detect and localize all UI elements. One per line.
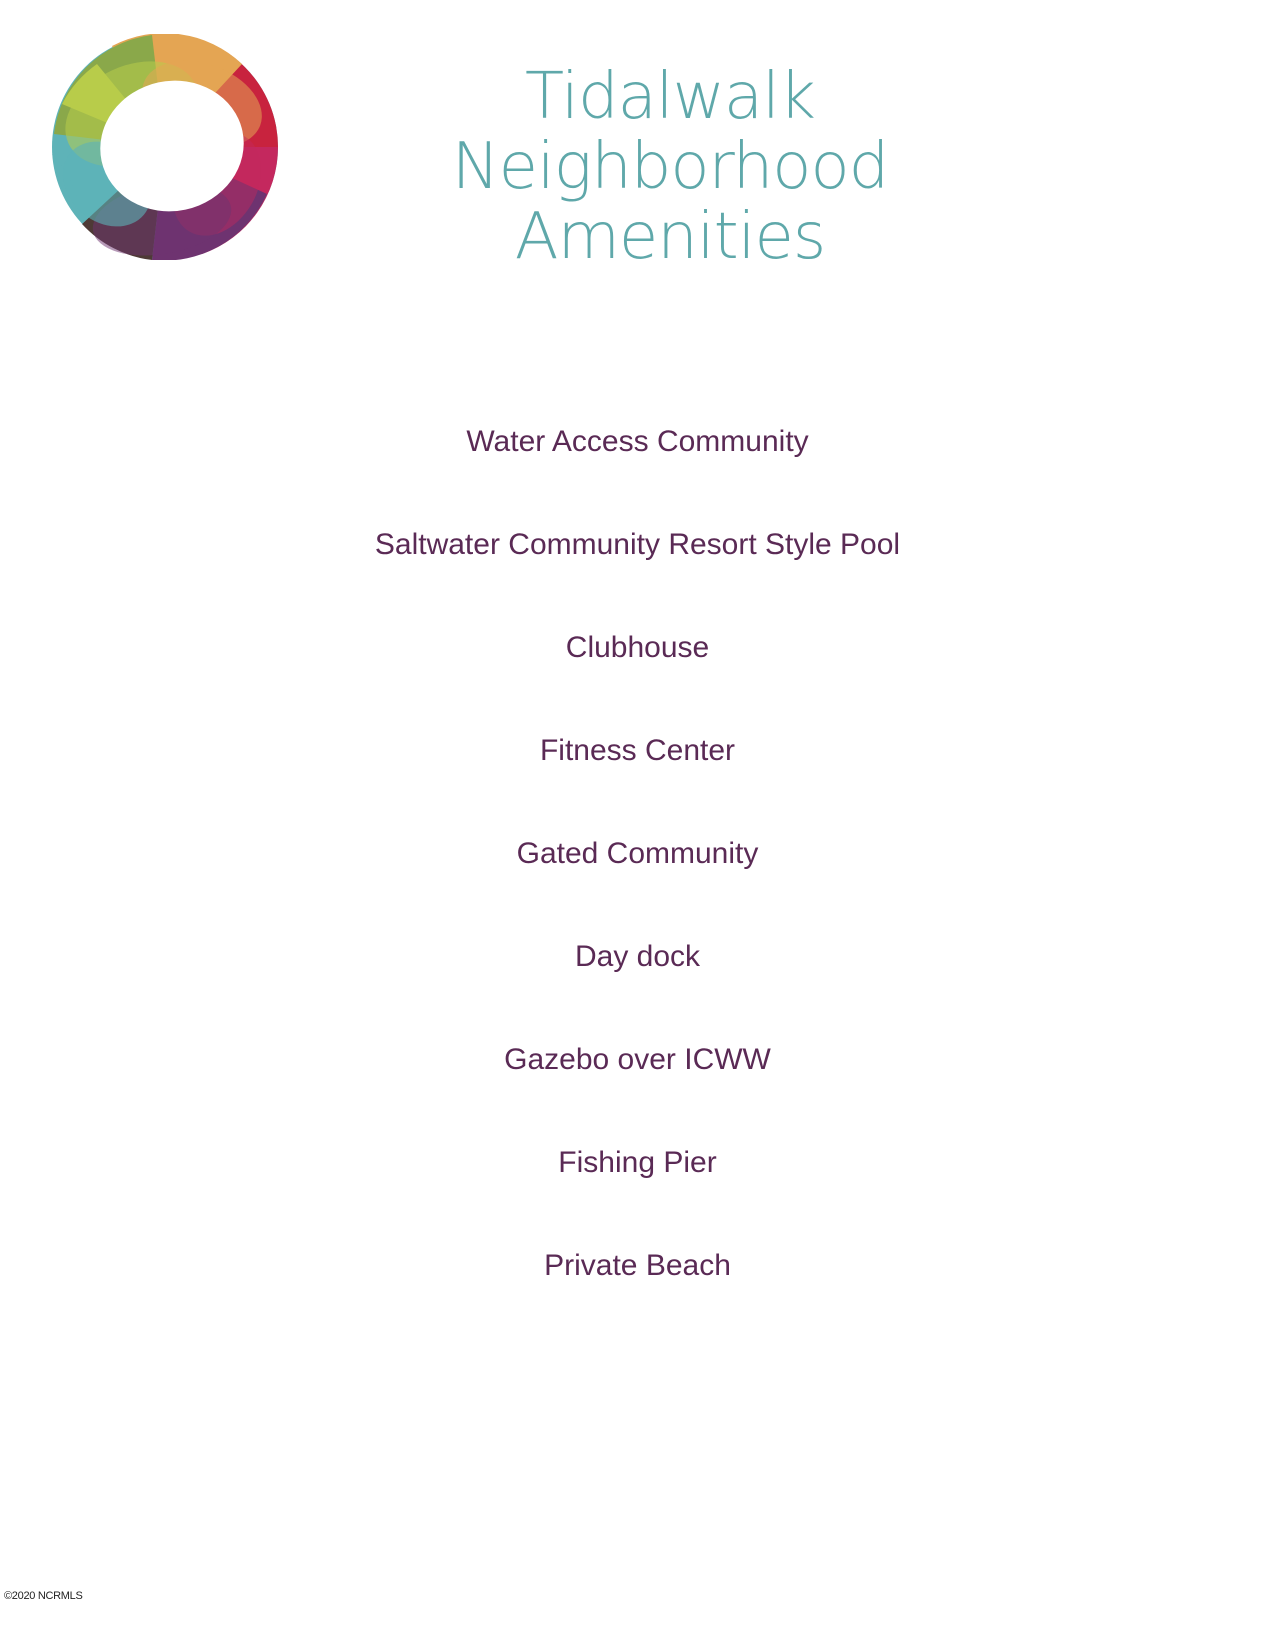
title-line-3: Amenities (514, 200, 826, 274)
title-line-2: Neighborhood (451, 130, 889, 204)
amenity-fitness-center: Fitness Center (539, 734, 736, 767)
copyright-notice: ©2020 NCRMLS (4, 1590, 83, 1602)
amenity-day-dock: Day dock (574, 940, 701, 973)
title-line-1: Tidalwalk (525, 60, 815, 134)
amenity-private-beach: Private Beach (544, 1249, 731, 1282)
amenity-water-access: Water Access Community (466, 425, 809, 458)
amenity-pool: Saltwater Community Resort Style Pool (374, 528, 901, 561)
amenity-fishing-pier: Fishing Pier (558, 1146, 717, 1179)
amenity-gazebo: Gazebo over ICWW (504, 1043, 771, 1076)
amenities-list (0, 427, 1275, 1354)
amenity-gated-community: Gated Community (516, 837, 759, 870)
tidalwalk-logo-icon (52, 34, 278, 260)
page-title (400, 62, 940, 272)
amenity-clubhouse: Clubhouse (565, 631, 710, 664)
